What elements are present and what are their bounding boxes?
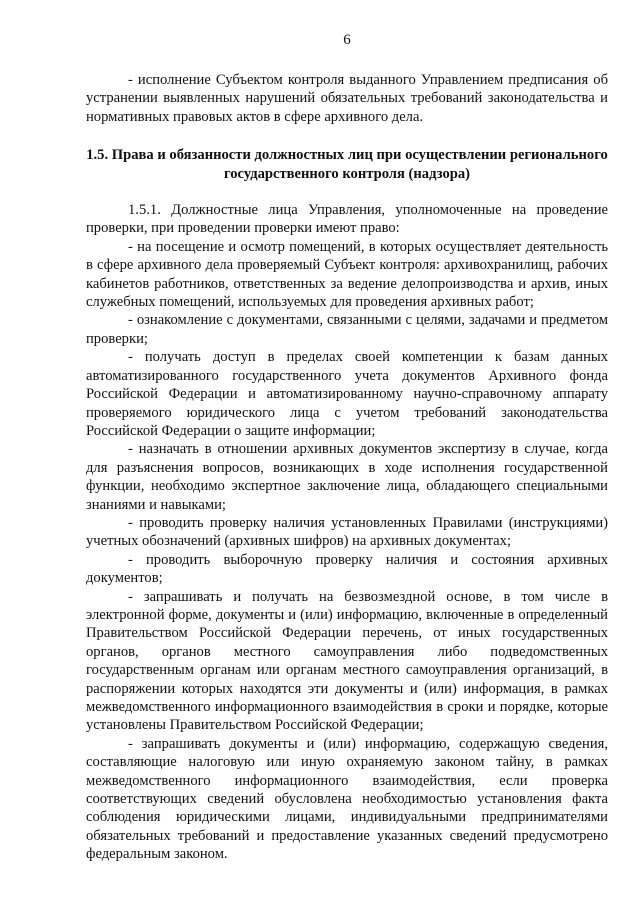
right-request-confidential: - запрашивать документы и (или) информацию, содержащую сведения, составляющие налоговую или иную охраняемую законом тайну, в рамках межведомственного информационного взаимодействия, если проверка соответствующих сведений обусловлена необходимостью установления факта соблюдения юридическими лицами, индивидуальными предпринимателями обязательных требований и предоставление указанных сведений предусмотрено федеральным законом. — [86, 735, 608, 863]
paragraph-1-5-1: 1.5.1. Должностные лица Управления, уполномоченные на проведение проверки, при проведении проверки имеют право: — [86, 202, 608, 237]
right-review-documents: - ознакомление с документами, связанными с целями, задачами и предметом проверки; — [86, 312, 608, 347]
right-check-designations: - проводить проверку наличия установленных Правилами (инструкциями) учетных обозначений (архивных шифров) на архивных документах; — [86, 514, 608, 550]
intro-paragraph: - исполнение Субъектом контроля выданного Управлением предписания об устранении выявленных нарушений обязательных требований законодательства и нормативных правовых актов в сфере архивного дела. — [86, 72, 608, 125]
right-inspect-premises: - на посещение и осмотр помещений, в которых осуществляет деятельность в сфере архивного дела проверяемый Субъект контроля: архивохранилищ, рабочих кабинетов работников, ответственных за ведение делопроизводства и архив, иных служебных помещений, используемых для проведения архивных работ; — [86, 238, 608, 311]
page-number: 6 — [343, 32, 351, 48]
section-heading: 1.5. Права и обязанности должностных лиц при осуществлении регионального государственного контроля (надзора) — [86, 147, 608, 182]
right-database-access: - получать доступ в пределах своей компетенции к базам данных автоматизированного государственного учета документов Архивного фонда Российской Федерации и автоматизированному научно-справочному аппарату проверяемого юридического лица с учетом требований законодательства Российской Федерации о защите информации; — [86, 349, 608, 439]
right-selective-check: - проводить выборочную проверку наличия и состояния архивных документов; — [86, 551, 608, 587]
right-order-expertise: - назначать в отношении архивных документов экспертизу в случае, когда для разъяснения вопросов, возникающих в ходе исполнения государственной функции, необходимо экспертное заключение лица, обладающего специальными знаниями и навыками; — [86, 441, 608, 513]
right-request-documents: - запрашивать и получать на безвозмездной основе, в том числе в электронной форме, документы и (или) информацию, включенные в определенный Правительством Российской Федерации перечень, от иных государственных органов, органов местного самоуправления либо подведомственных государственным органам или органам местного самоуправления организаций, в распоряжении которых находятся эти документы и (или) информация, в рамках межведомственного информационного взаимодействия в сроки и порядке, которые установлены Правительством Российской Федерации; — [86, 588, 608, 734]
